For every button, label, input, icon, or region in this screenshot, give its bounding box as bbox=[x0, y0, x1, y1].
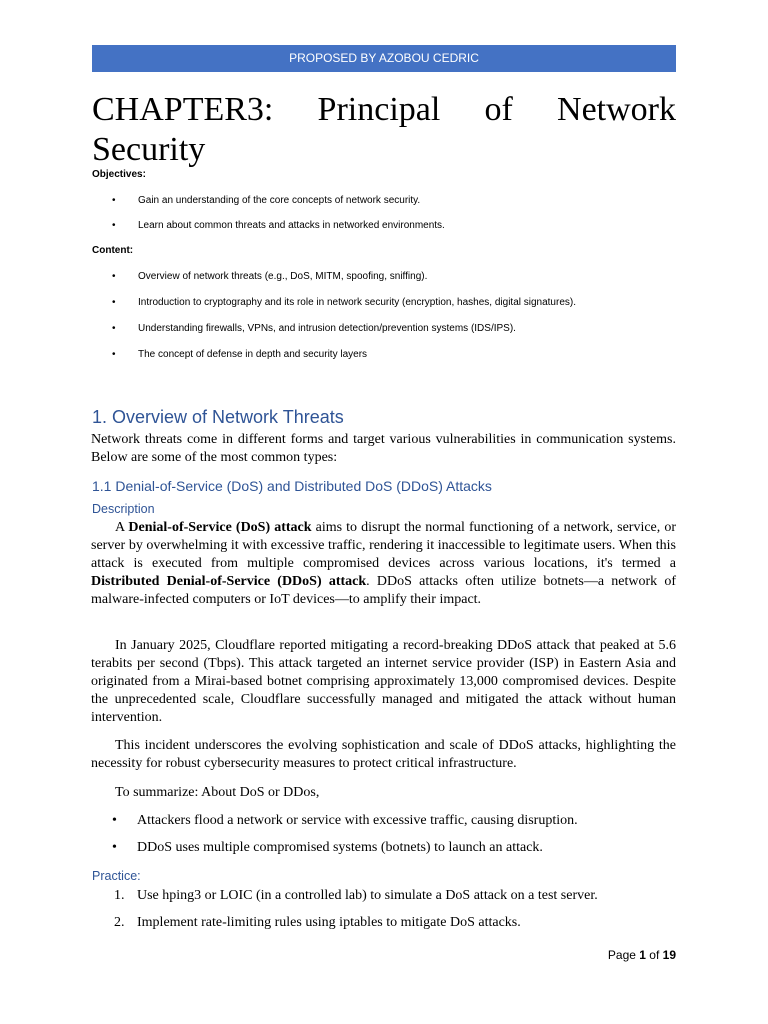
bullet-icon: • bbox=[112, 195, 116, 206]
list-item bbox=[114, 914, 674, 932]
chapter-title-word: CHAPTER3: bbox=[92, 91, 274, 128]
paragraph-text: A bbox=[115, 520, 129, 535]
chapter-title-word: of bbox=[484, 91, 513, 128]
list-item bbox=[112, 839, 672, 857]
subsection-heading: 1.1 Denial-of-Service (DoS) and Distributed DoS (DDoS) Attacks bbox=[92, 478, 492, 494]
chapter-title-line-1 bbox=[92, 90, 676, 130]
list-item-text: Attackers flood a network or service with excessive traffic, causing disruption. bbox=[137, 813, 578, 828]
list-item bbox=[112, 194, 672, 207]
list-item bbox=[112, 296, 672, 309]
page-label: Page bbox=[607, 948, 640, 962]
list-item-text: Learn about common threats and attacks in networked environments. bbox=[138, 220, 445, 231]
bullet-icon: • bbox=[112, 840, 117, 855]
section-heading: 1. Overview of Network Threats bbox=[92, 407, 344, 427]
list-item-text: DDoS uses multiple compromised systems (botnets) to launch an attack. bbox=[137, 840, 543, 855]
list-item-text: Use hping3 or LOIC (in a controlled lab) to simulate a DoS attack on a test server. bbox=[137, 888, 598, 903]
intro-paragraph: Network threats come in different forms and target various vulnerabilities in communication systems. Below are some of the most common types: bbox=[91, 432, 676, 465]
list-item-text: Implement rate-limiting rules using iptables to mitigate DoS attacks. bbox=[137, 915, 521, 930]
list-item bbox=[114, 887, 674, 905]
chapter-title-word: Principal bbox=[317, 91, 441, 128]
list-item bbox=[112, 348, 672, 361]
bullet-icon: • bbox=[112, 813, 117, 828]
paragraph: To summarize: About DoS or DDos, bbox=[115, 785, 320, 800]
list-number: 2. bbox=[114, 915, 125, 930]
chapter-title-line-2: Security bbox=[92, 131, 206, 168]
chapter-title bbox=[92, 90, 676, 170]
list-item-text: The concept of defense in depth and security layers bbox=[138, 349, 368, 360]
bullet-icon: • bbox=[112, 349, 116, 360]
list-item bbox=[112, 322, 672, 335]
total-pages: 19 bbox=[662, 948, 676, 962]
bold-term: Distributed Denial-of-Service (DDoS) attack bbox=[91, 574, 367, 589]
objectives-label: Objectives: bbox=[92, 169, 146, 180]
bullet-icon: • bbox=[112, 271, 116, 282]
paragraph: This incident underscores the evolving sophistication and scale of DDoS attacks, highlighting the necessity for robust cybersecurity measures to protect critical infrastructure. bbox=[91, 738, 676, 771]
list-number: 1. bbox=[114, 888, 125, 903]
bullet-icon: • bbox=[112, 323, 116, 334]
paragraph-text: aims to disrupt the normal functioning of a network, service, or server by overwhelming it with excessive traffic, rendering it inaccessible to legitimate users. When this attack is executed from multiple compromised devices across various locations, it's termed a bbox=[91, 520, 676, 571]
list-item bbox=[112, 270, 672, 283]
bullet-icon: • bbox=[112, 220, 116, 231]
list-item-text: Introduction to cryptography and its role in network security (encryption, hashes, digital signatures). bbox=[138, 297, 576, 308]
page-separator: of bbox=[645, 948, 663, 962]
list-item-text: Gain an understanding of the core concepts of network security. bbox=[138, 195, 421, 206]
list-item-text: Overview of network threats (e.g., DoS, MITM, spoofing, sniffing). bbox=[138, 271, 428, 282]
list-item bbox=[112, 219, 672, 232]
description-label: Description bbox=[92, 502, 155, 516]
practice-label: Practice: bbox=[92, 869, 141, 883]
paragraph bbox=[91, 519, 676, 609]
content-label: Content: bbox=[92, 245, 134, 256]
current-page: 1 bbox=[639, 948, 646, 962]
bullet-icon: • bbox=[112, 297, 116, 308]
list-item bbox=[112, 812, 672, 830]
list-item-text: Understanding firewalls, VPNs, and intrusion detection/prevention systems (IDS/IPS). bbox=[138, 323, 516, 334]
paragraph: In January 2025, Cloudflare reported mitigating a record-breaking DDoS attack that peaked at 5.6 terabits per second (Tbps). This attack targeted an internet service provider (ISP) in Eastern Asia and originated from a Mirai-based botnet comprising approximately 13,000 compromised devices. Despite the unprecedented scale, Cloudflare successfully managed and mitigated the attack without human intervention. bbox=[91, 638, 676, 725]
chapter-title-word: Network bbox=[557, 91, 676, 128]
page-number bbox=[608, 947, 676, 963]
paragraph-text: . DDoS attacks often utilize botnets—a network of malware-infected computers or IoT devices—to amplify their impact. bbox=[91, 574, 677, 607]
header-banner: PROPOSED BY AZOBOU CEDRIC bbox=[92, 45, 676, 72]
bold-term: Denial-of-Service (DoS) attack bbox=[128, 520, 312, 535]
